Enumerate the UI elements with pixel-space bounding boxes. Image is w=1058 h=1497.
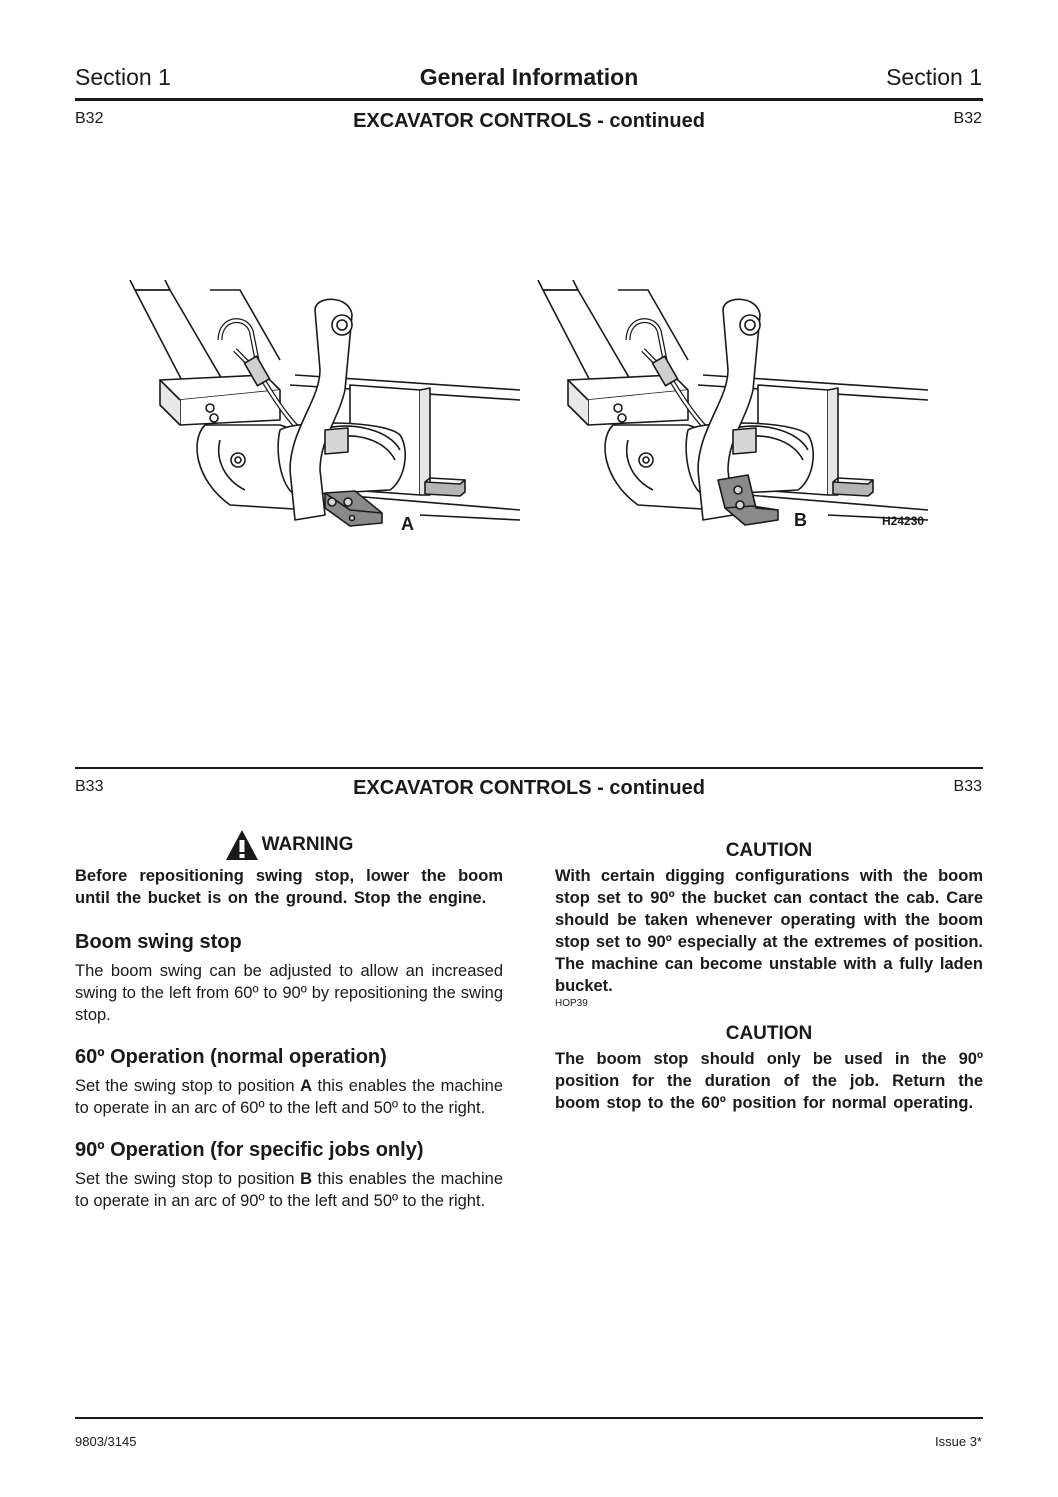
header-section-left: Section 1 [75, 64, 171, 90]
boom-swing-stop-text: The boom swing can be adjusted to allow an increased swing to the left from 60º to 90º by repositioning the swing stop. [75, 962, 503, 1024]
op90-text [75, 1168, 503, 1212]
header-section-right: Section 1 [886, 64, 982, 90]
position-b-label: B [794, 510, 807, 530]
boom-swing-stop-heading: Boom swing stop [75, 931, 242, 953]
op60-text-after: this enables the machine to operate in an arc of 60º to the left and 50º to the right. [75, 1077, 503, 1117]
b32-code-right: B32 [953, 110, 982, 127]
left-column [75, 829, 503, 1212]
warning-label: WARNING [261, 834, 354, 855]
warning-triangle-icon [225, 829, 259, 861]
footer-document-number: 9803/3145 [75, 1434, 137, 1449]
op60-heading: 60º Operation (normal operation) [75, 1046, 387, 1068]
op90-position: B [300, 1170, 312, 1188]
warning-heading [75, 829, 503, 861]
figure-reference: H24230 [882, 514, 925, 528]
op90-text-after: this enables the machine to operate in an arc of 90º to the left and 50º to the right. [75, 1170, 503, 1210]
position-a-label: A [401, 514, 414, 534]
header-rule [75, 98, 983, 101]
op90-heading: 90º Operation (for specific jobs only) [75, 1139, 424, 1161]
caution-heading-2: CAUTION [725, 1023, 813, 1044]
b32-section-title: EXCAVATOR CONTROLS - continued [353, 110, 705, 132]
footer-issue: Issue 3* [935, 1434, 982, 1449]
b33-code-right: B33 [953, 778, 982, 795]
op60-text [75, 1075, 503, 1119]
b33-section-title: EXCAVATOR CONTROLS - continued [353, 777, 705, 799]
right-column [555, 840, 983, 1114]
page-title: General Information [419, 64, 639, 90]
b32-code-left: B32 [75, 110, 104, 127]
swing-stop-plate-a [325, 491, 382, 526]
op60-position: A [300, 1077, 312, 1095]
caution-heading-1: CAUTION [725, 840, 813, 861]
op60-text-before: Set the swing stop to position [75, 1077, 301, 1095]
warning-text: Before repositioning swing stop, lower the boom until the bucket is on the ground. Stop the engine. [75, 867, 503, 907]
caution-text-2: The boom stop should only be used in the 90º position for the duration of the job. Return the boom stop to the 60º position for normal operating. [555, 1050, 983, 1112]
op90-text-before: Set the swing stop to position [75, 1170, 301, 1188]
footer-rule [75, 1417, 983, 1419]
b33-code-left: B33 [75, 778, 104, 795]
b33-rule [75, 767, 983, 769]
caution-text-1: With certain digging configurations with the boom stop set to 90º the bucket can contact the cab. Care should be taken whenever operating with the boom stop set to 90º especially at the extremes of position. The machine can become unstable with a fully laden bucket. [555, 867, 983, 995]
caution-ref: HOP39 [555, 998, 588, 1009]
swing-stop-figure [120, 280, 940, 550]
